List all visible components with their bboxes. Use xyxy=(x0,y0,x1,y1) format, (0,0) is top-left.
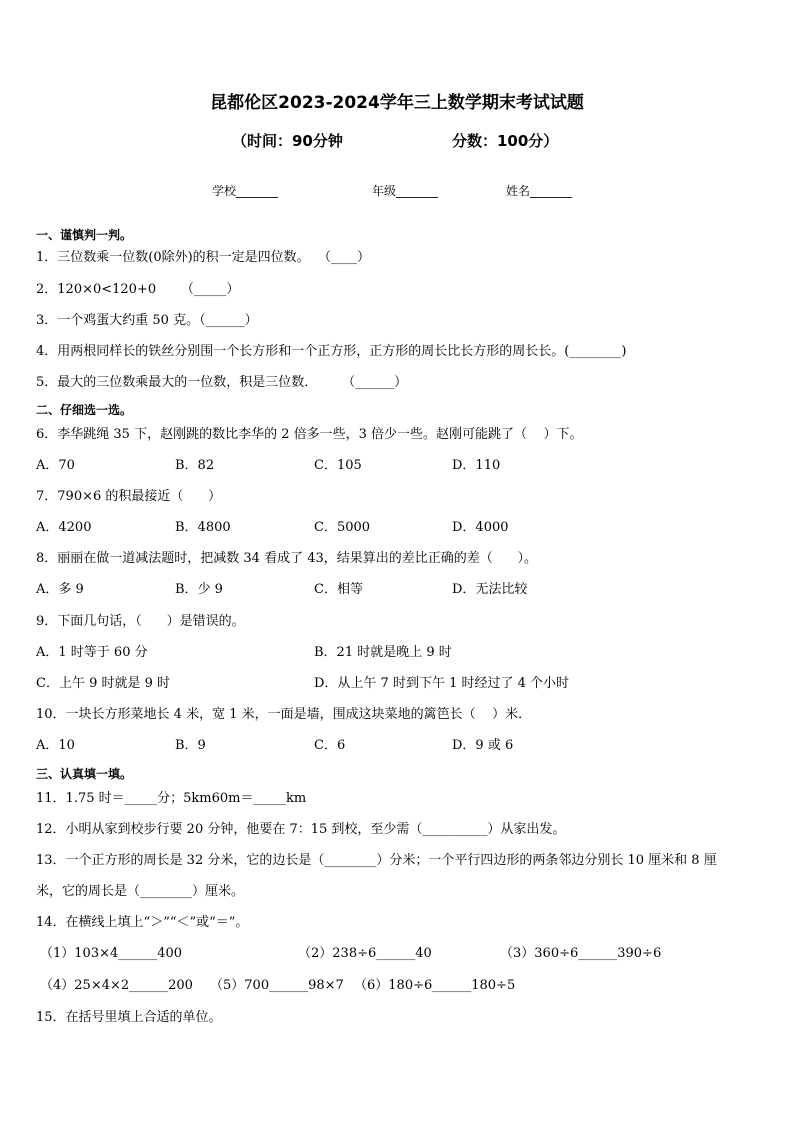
q9-option-a: A．1 时等于 60 分 xyxy=(36,645,148,660)
q6-option-c: C．105 xyxy=(314,458,362,473)
school-field: 学校_______ xyxy=(212,184,279,198)
q6-option-a: A．70 xyxy=(36,458,75,473)
question-1: 1．三位数乘一位数(0除外)的积一定是四位数。 （____） xyxy=(36,250,370,265)
section-heading-3: 三、认真填一填。 xyxy=(36,767,133,781)
question-10: 10．一块长方形菜地长 4 米，宽 1 米，一面是墙，围成这块菜地的篱笆长（ ）米． xyxy=(36,707,532,722)
question-14: 14．在横线上填上“＞”“＜”或“＝”。 xyxy=(36,915,249,930)
q14-item-4: （4）25×4×2______200 xyxy=(40,978,193,993)
q14-item-2: （2）238÷6______40 xyxy=(298,946,432,961)
question-6: 6．李华跳绳 35 下，赵刚跳的数比李华的 2 倍多一些，3 倍少一些。赵刚可能跳了（ ）下。 xyxy=(36,427,583,442)
q9-option-b: B．21 时就是晚上 9 时 xyxy=(314,645,452,660)
q7-option-d: D．4000 xyxy=(452,520,509,535)
name-field: 姓名_______ xyxy=(506,184,573,198)
question-11: 11．1.75 时＝_____分；5km60m＝_____km xyxy=(36,791,307,806)
q7-option-c: C．5000 xyxy=(314,520,371,535)
q6-option-d: D．110 xyxy=(452,458,501,473)
exam-score: 分数：100分） xyxy=(452,132,559,150)
q7-option-a: A．4200 xyxy=(36,520,92,535)
exam-time: （时间：90分钟 xyxy=(232,132,343,150)
section-heading-1: 一、谨慎判一判。 xyxy=(36,228,133,242)
q10-option-a: A．10 xyxy=(36,738,75,753)
grade-field: 年级_______ xyxy=(372,184,439,198)
q10-option-c: C．6 xyxy=(314,738,346,753)
q14-item-6: （6）180÷6______180÷5 xyxy=(354,978,516,993)
question-13-line-2: 米，它的周长是（________）厘米。 xyxy=(36,884,245,899)
section-heading-2: 二、仔细选一选。 xyxy=(36,403,133,417)
question-7: 7．790×6 的积最接近（ ） xyxy=(36,489,222,504)
q14-item-5: （5）700______98×7 xyxy=(210,978,344,993)
question-3: 3．一个鸡蛋大约重 50 克。（______） xyxy=(36,313,258,328)
q9-option-d: D．从上午 7 时到下午 1 时经过了 4 个小时 xyxy=(314,676,570,691)
question-8: 8．丽丽在做一道减法题时，把减数 34 看成了 43，结果算出的差比正确的差（ ）。 xyxy=(36,551,538,566)
q10-option-b: B．9 xyxy=(175,738,206,753)
question-13-line-1: 13．一个正方形的周长是 32 分米，它的边长是（________）分米；一个平行四边形的两条邻边分别长 10 厘米和 8 厘 xyxy=(36,853,717,868)
q8-option-c: C．相等 xyxy=(314,582,363,597)
question-9: 9．下面几句话，（ ）是错误的。 xyxy=(36,614,245,629)
q6-option-b: B．82 xyxy=(175,458,215,473)
question-15: 15．在括号里填上合适的单位。 xyxy=(36,1010,222,1025)
q7-option-b: B．4800 xyxy=(175,520,231,535)
question-2: 2．120×0<120+0 （_____） xyxy=(36,282,240,297)
question-5: 5．最大的三位数乘最大的一位数，积是三位数． （______） xyxy=(36,375,408,390)
q14-item-3: （3）360÷6______390÷6 xyxy=(500,946,662,961)
q8-option-d: D．无法比较 xyxy=(452,582,528,597)
question-12: 12．小明从家到校步行要 20 分钟，他要在 7：15 到校，至少需（__________）从家出发。 xyxy=(36,822,566,837)
q10-option-d: D．9 或 6 xyxy=(452,738,514,753)
exam-title: 昆都伦区2023-2024学年三上数学期末考试试题 xyxy=(210,93,584,113)
q8-option-a: A．多 9 xyxy=(36,582,84,597)
question-4: 4．用两根同样长的铁丝分别围一个长方形和一个正方形，正方形的周长比长方形的周长长。(________) xyxy=(36,344,627,359)
q8-option-b: B．少 9 xyxy=(175,582,223,597)
q9-option-c: C．上午 9 时就是 9 时 xyxy=(36,676,171,691)
q14-item-1: （1）103×4______400 xyxy=(40,946,183,961)
